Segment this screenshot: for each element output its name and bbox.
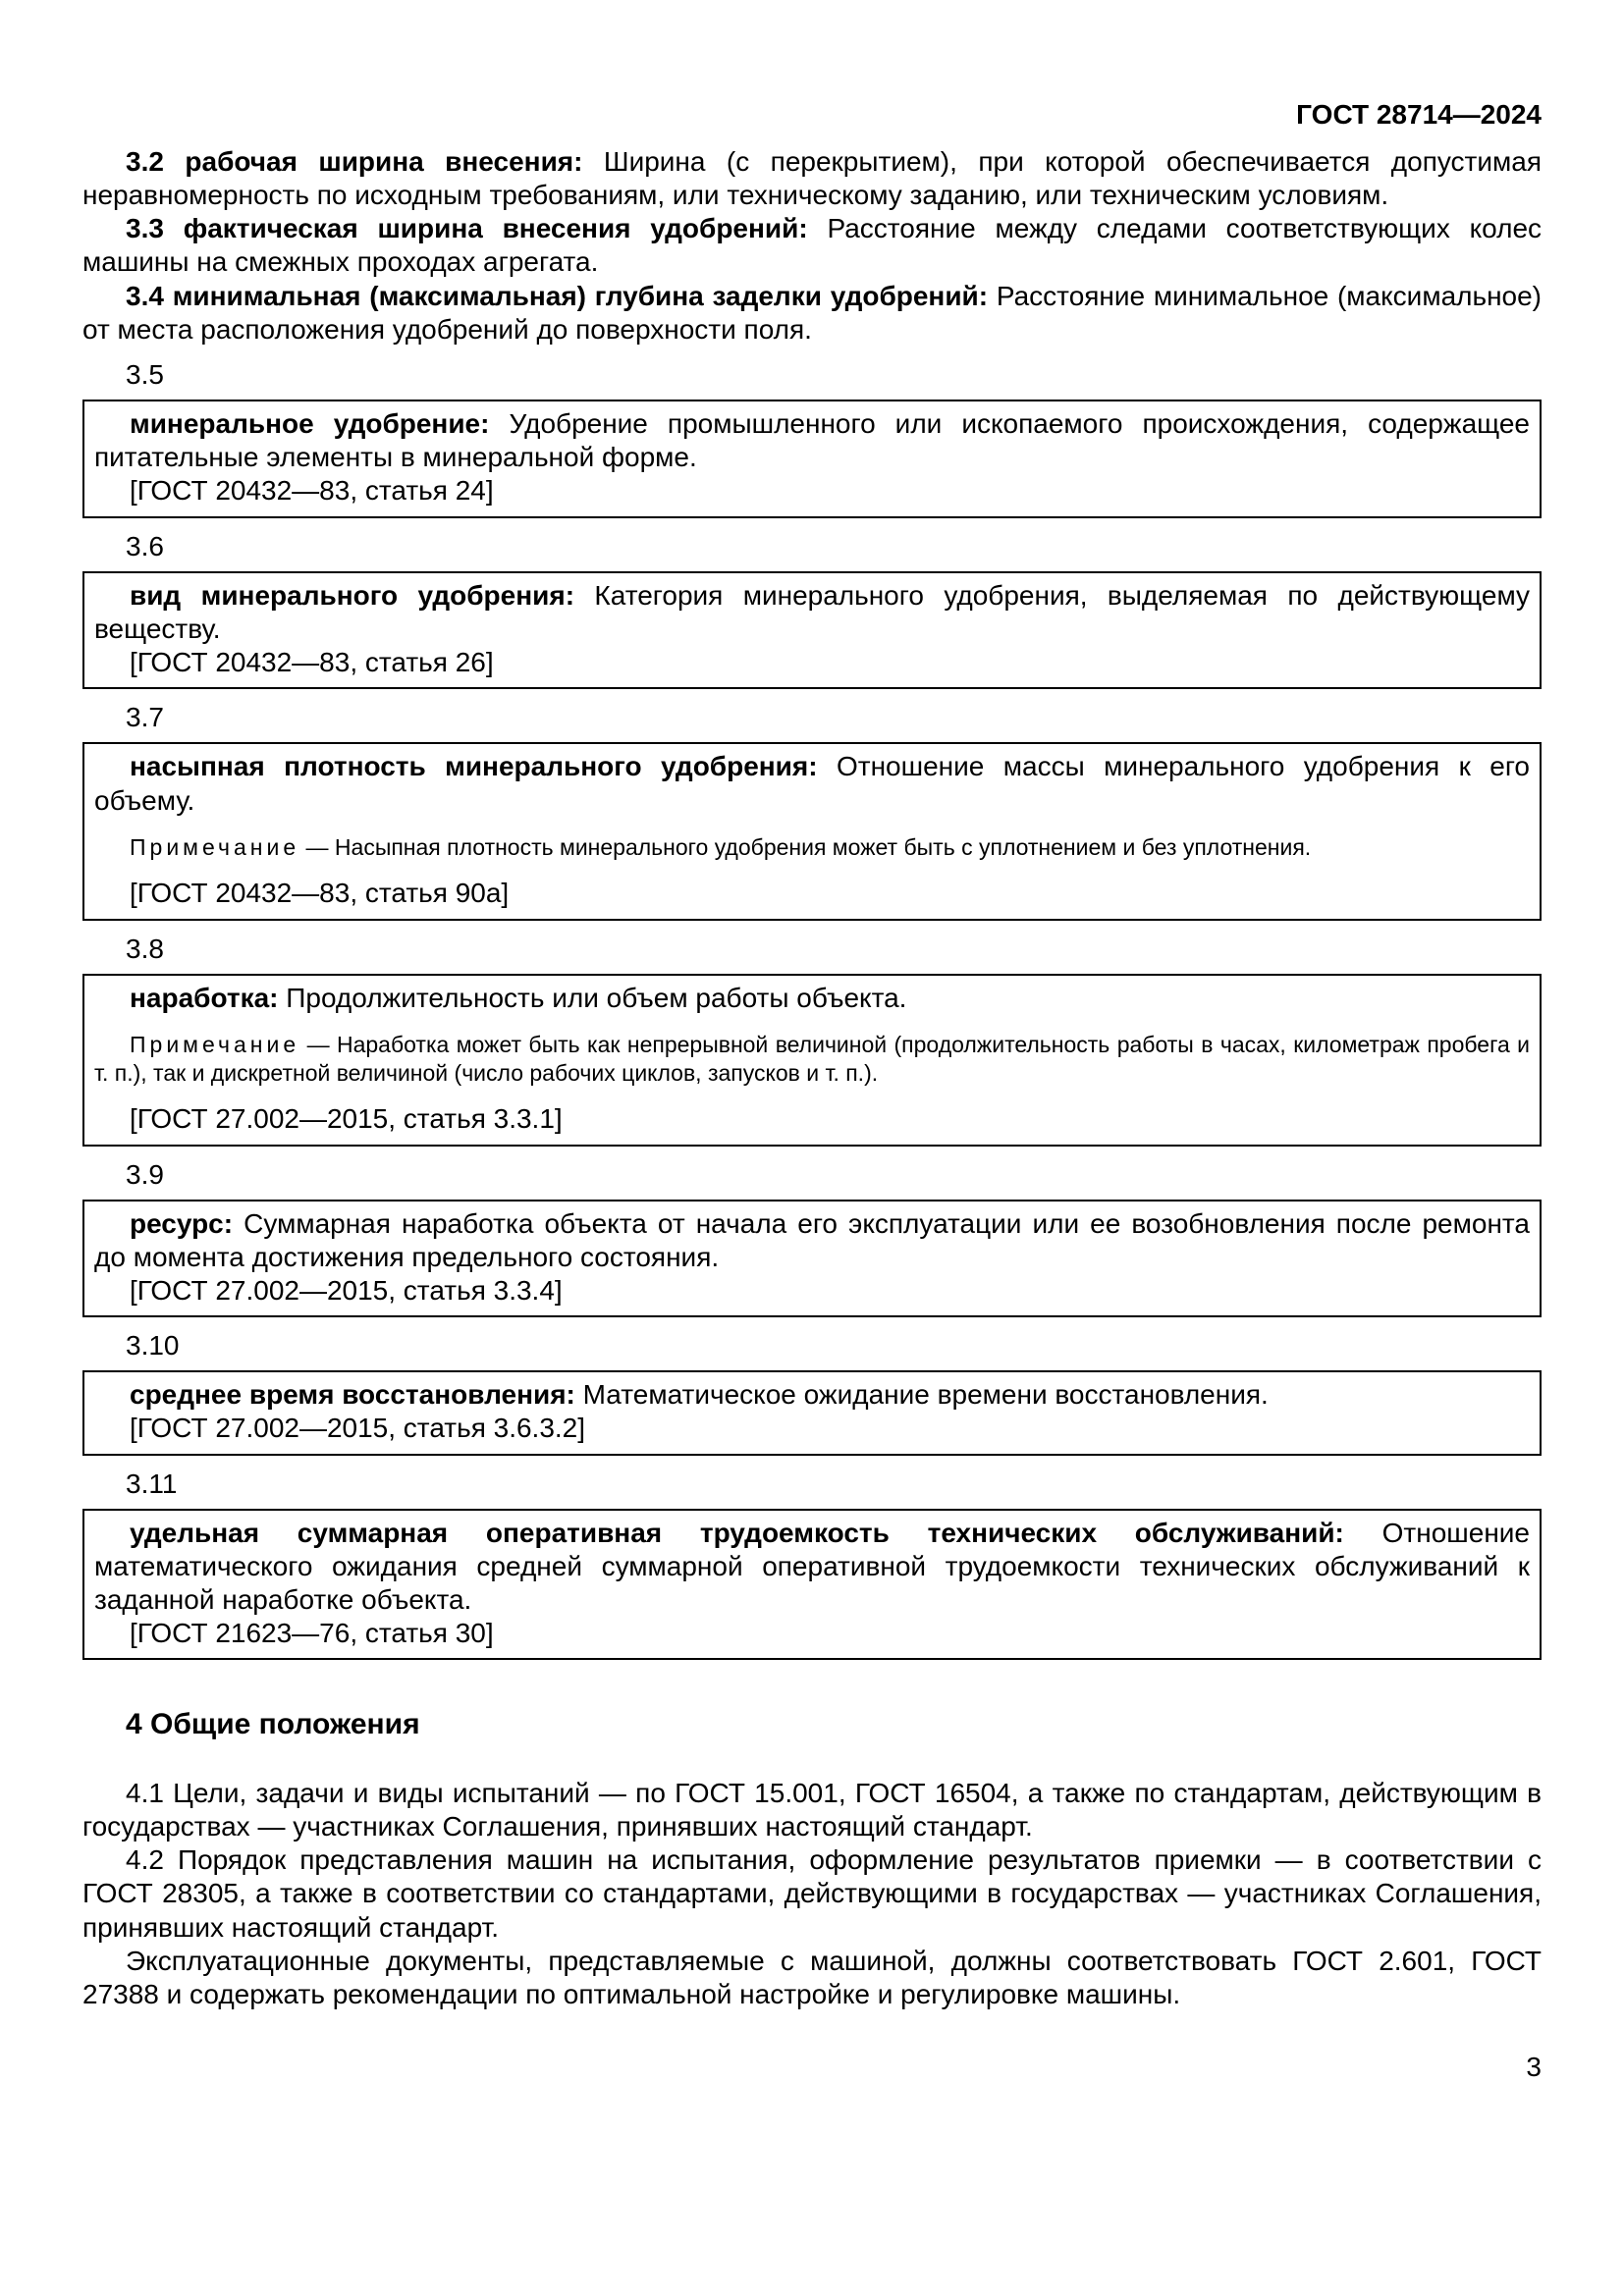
- definition-box-3-11: [82, 1509, 1542, 1661]
- box-note: [94, 833, 1530, 862]
- box-source: [ГОСТ 21623—76, статья 30]: [130, 1618, 494, 1649]
- term-name: фактическая ширина внесения удобрений:: [183, 213, 808, 244]
- term-number: 3.4: [126, 280, 164, 311]
- box-term: вид минерального удобрения:: [130, 579, 575, 611]
- body-paragraph-4-2: 4.2 Порядок представления машин на испытания, оформление результатов приемки — в соответствии с ГОСТ 28305, а также в соответствии со стандартами, действующими в государствах — участниках Соглашения, принявших настоящий стандарт.: [82, 1844, 1542, 1943]
- term-paragraph-3-4: [82, 280, 1542, 347]
- box-definition: [94, 1207, 1530, 1274]
- term-number: 3.2: [126, 146, 164, 177]
- term-lead: [126, 213, 808, 243]
- box-term: ресурс:: [130, 1207, 234, 1239]
- box-term: среднее время восстановления:: [130, 1379, 575, 1411]
- definition-box-3-10: [82, 1370, 1542, 1455]
- box-definition: [94, 750, 1530, 817]
- note-label: Примечание: [130, 833, 300, 860]
- clause-number-3-8: 3.8: [126, 933, 164, 964]
- definition-box-3-8: [82, 974, 1542, 1147]
- term-lead: [126, 146, 582, 177]
- document-body: [82, 145, 1542, 2084]
- box-definition: [94, 579, 1530, 646]
- box-source: [ГОСТ 27.002—2015, статья 3.6.3.2]: [130, 1413, 586, 1444]
- definition-box-3-5: [82, 400, 1542, 517]
- clause-number-3-10: 3.10: [126, 1330, 180, 1362]
- term-lead: [126, 281, 988, 311]
- clause-number-3-11: 3.11: [126, 1468, 178, 1499]
- term-paragraph-3-3: [82, 212, 1542, 279]
- box-term: минеральное удобрение:: [130, 408, 490, 440]
- term-definition: Ширина (с перекрытием), при которой обеспечивается допустимая неравномерность по исходным требованиям, или техническому заданию, или техническим условиям.: [82, 146, 1543, 211]
- box-definition: [94, 407, 1530, 474]
- box-definition-text: Удобрение промышленного или ископаемого происхождения, содержащее питательные элементы в минеральной форме.: [94, 408, 1531, 473]
- body-paragraph-4-2-cont: Эксплуатационные документы, представляемые с машиной, должны соответствовать ГОСТ 2.601, ГОСТ 27388 и содержать рекомендации по оптимальной настройке и регулировке машины.: [82, 1945, 1542, 2009]
- box-definition: [94, 982, 1530, 1015]
- term-paragraph-3-2: [82, 145, 1542, 212]
- box-source: [ГОСТ 27.002—2015, статья 3.3.1]: [130, 1103, 563, 1135]
- page-number: 3: [1526, 2052, 1542, 2083]
- box-definition-text: Категория минерального удобрения, выделяемая по действующему веществу.: [94, 579, 1531, 644]
- box-definition: [94, 1517, 1530, 1617]
- box-source: [ГОСТ 20432—83, статья 90а]: [130, 878, 510, 909]
- clause-number-3-9: 3.9: [126, 1158, 164, 1190]
- box-source: [ГОСТ 20432—83, статья 26]: [130, 647, 494, 678]
- clause-number-3-5: 3.5: [126, 358, 164, 390]
- doc-code: ГОСТ 28714—2024: [1296, 99, 1542, 130]
- box-definition-text: Отношение математического ожидания средней суммарной оперативной трудоемкости технических обслуживаний к заданной наработке объекта.: [94, 1517, 1531, 1616]
- term-definition: Расстояние минимальное (максимальное) от места расположения удобрений до поверхности поля.: [82, 280, 1543, 345]
- box-source: [ГОСТ 27.002—2015, статья 3.3.4]: [130, 1275, 563, 1306]
- definition-box-3-7: [82, 742, 1542, 920]
- note-text: — Насыпная плотность минерального удобрения может быть с уплотнением и без уплотнения.: [305, 833, 1312, 860]
- box-source: [ГОСТ 20432—83, статья 24]: [130, 475, 494, 507]
- box-term: насыпная плотность минерального удобрения:: [130, 751, 818, 782]
- term-number: 3.3: [126, 213, 164, 244]
- definition-box-3-6: [82, 571, 1542, 689]
- note-label: Примечание: [130, 1031, 300, 1057]
- term-name: рабочая ширина внесения:: [185, 146, 583, 177]
- box-definition: [94, 1378, 1530, 1412]
- box-definition-text: Математическое ожидание времени восстановления.: [582, 1379, 1269, 1411]
- term-name: минимальная (максимальная) глубина заделки удобрений:: [172, 280, 989, 311]
- box-definition-text: Отношение массы минерального удобрения к его объему.: [94, 751, 1530, 816]
- definition-box-3-9: [82, 1200, 1542, 1317]
- box-term: наработка:: [130, 982, 279, 1013]
- clause-number-3-6: 3.6: [126, 530, 164, 561]
- box-definition-text: Суммарная наработка объекта от начала его эксплуатации или ее возобновления после ремонта до момента достижения предельного состояния.: [94, 1207, 1530, 1272]
- box-term: удельная суммарная оперативная трудоемкость технических обслуживаний:: [130, 1517, 1344, 1548]
- note-text: — Наработка может быть как непрерывной величиной (продолжительность работы в часах, километраж пробега и т. п.), так и дискретной величиной (число рабочих циклов, запусков и т. п.).: [94, 1031, 1531, 1086]
- section-heading: 4 Общие положения: [126, 1708, 420, 1741]
- term-definition: Расстояние между следами соответствующих колес машины на смежных проходах агрегата.: [82, 213, 1543, 278]
- box-definition-text: Продолжительность или объем работы объекта.: [286, 982, 907, 1013]
- clause-number-3-7: 3.7: [126, 702, 164, 733]
- body-paragraph-4-1: 4.1 Цели, задачи и виды испытаний — по ГОСТ 15.001, ГОСТ 16504, а также по стандартам, действующим в государствах — участниках Соглашения, принявших настоящий стандарт.: [82, 1778, 1542, 1842]
- box-note: [94, 1031, 1530, 1088]
